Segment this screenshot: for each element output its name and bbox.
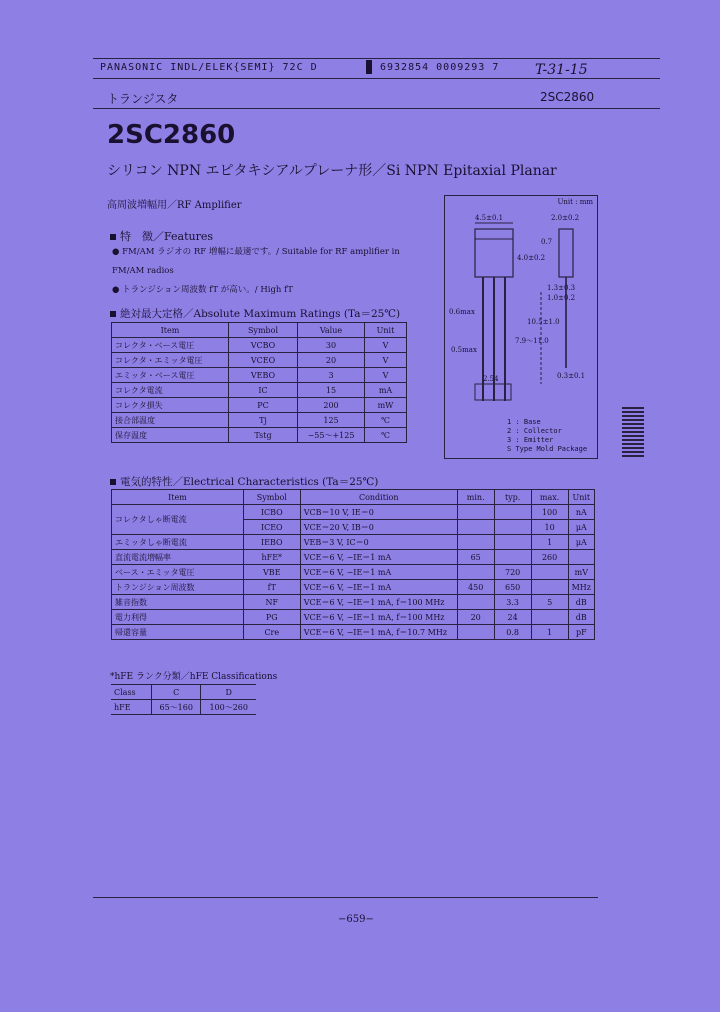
table-header-row bbox=[112, 490, 595, 505]
cell-min bbox=[457, 625, 494, 640]
cell-item: コレクタしゃ断電流 bbox=[112, 505, 244, 535]
cell-typ: 720 bbox=[494, 565, 531, 580]
cell-item: コレクタ電流 bbox=[112, 383, 229, 398]
cell-max: 100 bbox=[531, 505, 568, 520]
abs-max-heading bbox=[110, 306, 400, 321]
cell-item: hFE bbox=[111, 700, 152, 715]
cell-unit: ℃ bbox=[365, 413, 407, 428]
dim-label: 0.6max bbox=[449, 308, 475, 316]
cell-typ: 3.3 bbox=[494, 595, 531, 610]
column-header: Symbol bbox=[229, 323, 298, 338]
cell-item: エミッタしゃ断電流 bbox=[112, 535, 244, 550]
cell-condition: VCB＝10 V, IE＝0 bbox=[300, 505, 457, 520]
package-body-front bbox=[475, 229, 513, 277]
cell-unit: dB bbox=[568, 595, 594, 610]
cell-max: 10 bbox=[531, 520, 568, 535]
cell-item: 接合部温度 bbox=[112, 413, 229, 428]
features-list bbox=[112, 243, 422, 300]
cell-symbol: NF bbox=[243, 595, 300, 610]
table-row bbox=[112, 535, 595, 550]
cell-min: 450 bbox=[457, 580, 494, 595]
features-heading bbox=[110, 228, 213, 244]
cell-unit: mA bbox=[365, 383, 407, 398]
cell-condition: VCE＝6 V, −IE＝1 mA, f＝100 MHz bbox=[300, 595, 457, 610]
cell-typ: 0.8 bbox=[494, 625, 531, 640]
cell-symbol: hFE* bbox=[243, 550, 300, 565]
cell-max: 1 bbox=[531, 625, 568, 640]
category-label: トランジスタ bbox=[107, 92, 179, 106]
table-row bbox=[112, 368, 407, 383]
column-header: D bbox=[201, 685, 256, 700]
section-bullet-icon bbox=[110, 311, 116, 317]
cell-value: 15 bbox=[298, 383, 365, 398]
cell-value: 3 bbox=[298, 368, 365, 383]
table-row bbox=[112, 383, 407, 398]
cell-typ: 24 bbox=[494, 610, 531, 625]
cell-condition: VCE＝6 V, −IE＝1 mA bbox=[300, 565, 457, 580]
cell-condition: VEB＝3 V, IC＝0 bbox=[300, 535, 457, 550]
dim-label: 0.7 bbox=[541, 238, 553, 246]
table-row bbox=[111, 700, 256, 715]
cell-item: 電力利得 bbox=[112, 610, 244, 625]
dim-label: 10.5±1.0 bbox=[527, 318, 560, 326]
part-number-right: 2SC2860 bbox=[540, 90, 595, 104]
header-rule-bottom bbox=[93, 108, 660, 109]
pin-legend bbox=[507, 418, 587, 454]
column-header: typ. bbox=[494, 490, 531, 505]
table-header-row bbox=[112, 323, 407, 338]
cell-symbol: VBE bbox=[243, 565, 300, 580]
cell-typ: 650 bbox=[494, 580, 531, 595]
table-row bbox=[112, 565, 595, 580]
application-label: 高周波増幅用／RF Amplifier bbox=[107, 200, 242, 211]
abs-max-heading-text: 絶対最大定格／Absolute Maximum Ratings (Ta＝25℃) bbox=[120, 308, 401, 320]
abs-max-table bbox=[111, 322, 407, 443]
cell-unit bbox=[568, 550, 594, 565]
classification-heading: *hFE ランク分類／hFE Classifications bbox=[110, 672, 278, 682]
column-header: Unit bbox=[365, 323, 407, 338]
cell-typ bbox=[494, 535, 531, 550]
pin-label: 1 : Base bbox=[507, 418, 541, 426]
part-subtitle: シリコン NPN エピタキシアルプレーナ形／Si NPN Epitaxial Planar bbox=[107, 163, 557, 179]
cell-item: コレクタ・ベース電圧 bbox=[112, 338, 229, 353]
cell-typ bbox=[494, 520, 531, 535]
cell-value: 65～160 bbox=[152, 700, 201, 715]
cell-unit: μA bbox=[568, 535, 594, 550]
column-header: Value bbox=[298, 323, 365, 338]
column-header: Class bbox=[111, 685, 152, 700]
cell-symbol: PG bbox=[243, 610, 300, 625]
section-bullet-icon bbox=[110, 234, 116, 240]
cell-symbol: Tj bbox=[229, 413, 298, 428]
cell-condition: VCE＝6 V, −IE＝1 mA bbox=[300, 550, 457, 565]
column-header: Item bbox=[112, 490, 244, 505]
dim-label: 7.9～11.0 bbox=[515, 337, 549, 345]
table-row bbox=[112, 353, 407, 368]
cell-max: 1 bbox=[531, 535, 568, 550]
cell-symbol: PC bbox=[229, 398, 298, 413]
cell-item: エミッタ・ベース電圧 bbox=[112, 368, 229, 383]
cell-item: コレクタ・エミッタ電圧 bbox=[112, 353, 229, 368]
column-header: Item bbox=[112, 323, 229, 338]
footer-rule bbox=[93, 897, 598, 898]
cell-unit: mW bbox=[365, 398, 407, 413]
dim-label: 1.0±0.2 bbox=[547, 294, 576, 302]
table-row bbox=[112, 625, 595, 640]
features-heading-text: 特 徴／Features bbox=[120, 230, 214, 243]
cell-unit: V bbox=[365, 353, 407, 368]
cell-min: 20 bbox=[457, 610, 494, 625]
unit-label: Unit : mm bbox=[557, 198, 593, 206]
column-header: max. bbox=[531, 490, 568, 505]
feature-item-text: FM/AM ラジオの RF 増幅に最適です。/ Suitable for RF amplifier in FM/AM radios bbox=[112, 247, 400, 276]
cell-min bbox=[457, 505, 494, 520]
cell-condition: VCE＝6 V, −IE＝1 mA bbox=[300, 580, 457, 595]
column-header: Unit bbox=[568, 490, 594, 505]
column-header: Condition bbox=[300, 490, 457, 505]
cell-value: 125 bbox=[298, 413, 365, 428]
table-row bbox=[112, 338, 407, 353]
cell-item: 帰還容量 bbox=[112, 625, 244, 640]
cell-value: 30 bbox=[298, 338, 365, 353]
cell-max bbox=[531, 580, 568, 595]
pin-label: 2 : Collector bbox=[507, 427, 562, 435]
cell-max bbox=[531, 610, 568, 625]
feature-item: ● トランジション周波数 fT が高い。/ High fT bbox=[112, 285, 293, 295]
cell-symbol: ICEO bbox=[243, 520, 300, 535]
dim-label: 0.3±0.1 bbox=[557, 372, 586, 380]
feature-item-text: トランジション周波数 fT が高い。/ High fT bbox=[122, 285, 293, 295]
table-row bbox=[112, 550, 595, 565]
cell-unit: V bbox=[365, 338, 407, 353]
cell-typ bbox=[494, 505, 531, 520]
part-title: 2SC2860 bbox=[107, 120, 236, 150]
section-bullet-icon bbox=[110, 479, 116, 485]
cell-item: 保存温度 bbox=[112, 428, 229, 443]
feature-item: ● FM/AM ラジオの RF 増幅に最適です。/ Suitable for RF amplifier in FM/AM radios bbox=[112, 247, 400, 276]
cell-item: トランジション周波数 bbox=[112, 580, 244, 595]
cell-symbol: IC bbox=[229, 383, 298, 398]
table-row bbox=[112, 505, 595, 520]
cell-item: コレクタ損失 bbox=[112, 398, 229, 413]
pin-label: S Type Mold Package bbox=[507, 445, 588, 453]
cell-min bbox=[457, 520, 494, 535]
table-row bbox=[112, 580, 595, 595]
cell-value: −55～+125 bbox=[298, 428, 365, 443]
package-body-side bbox=[559, 229, 573, 277]
cell-unit: pF bbox=[568, 625, 594, 640]
cell-max bbox=[531, 565, 568, 580]
column-header: min. bbox=[457, 490, 494, 505]
cell-min bbox=[457, 595, 494, 610]
cell-unit: dB bbox=[568, 610, 594, 625]
header-rule-mid bbox=[93, 78, 660, 79]
cell-unit: V bbox=[365, 368, 407, 383]
dim-label: 4.5±0.1 bbox=[475, 214, 504, 222]
column-header: Symbol bbox=[243, 490, 300, 505]
table-row bbox=[112, 428, 407, 443]
cell-item: ベース・エミッタ電圧 bbox=[112, 565, 244, 580]
cell-symbol: ICBO bbox=[243, 505, 300, 520]
cell-symbol: Cre bbox=[243, 625, 300, 640]
cell-symbol: Tstg bbox=[229, 428, 298, 443]
package-drawing-frame bbox=[444, 195, 598, 459]
cell-symbol: VCEO bbox=[229, 353, 298, 368]
elec-heading bbox=[110, 474, 378, 489]
cell-unit: mV bbox=[568, 565, 594, 580]
scan-code: 6932854 0009293 7 bbox=[380, 62, 500, 73]
table-header-row bbox=[111, 685, 256, 700]
table-row bbox=[112, 413, 407, 428]
cell-unit: ℃ bbox=[365, 428, 407, 443]
cell-unit: MHz bbox=[568, 580, 594, 595]
column-header: C bbox=[152, 685, 201, 700]
classification-table bbox=[111, 684, 256, 715]
margin-barcode bbox=[622, 407, 644, 457]
pin-label: 3 : Emitter bbox=[507, 436, 554, 444]
cell-unit: μA bbox=[568, 520, 594, 535]
table-row bbox=[112, 398, 407, 413]
dim-label: 2.0±0.2 bbox=[551, 214, 580, 222]
dim-label: 1.3±0.3 bbox=[547, 284, 576, 292]
elec-heading-text: 電気的特性／Electrical Characteristics (Ta＝25℃) bbox=[120, 476, 379, 488]
handwritten-note: T-31-15 bbox=[535, 62, 588, 78]
scan-marker bbox=[366, 60, 372, 74]
dim-label: 2.54 bbox=[483, 375, 499, 383]
dim-label: 0.5max bbox=[451, 346, 477, 354]
cell-symbol: IEBO bbox=[243, 535, 300, 550]
header-rule-top bbox=[93, 58, 660, 59]
dim-label: 4.0±0.2 bbox=[517, 254, 546, 262]
cell-condition: VCE＝6 V, −IE＝1 mA, f＝100 MHz bbox=[300, 610, 457, 625]
cell-max: 5 bbox=[531, 595, 568, 610]
cell-unit: nA bbox=[568, 505, 594, 520]
cell-symbol: VEBO bbox=[229, 368, 298, 383]
cell-value: 100～260 bbox=[201, 700, 256, 715]
cell-min: 65 bbox=[457, 550, 494, 565]
cell-condition: VCE＝6 V, −IE＝1 mA, f＝10.7 MHz bbox=[300, 625, 457, 640]
cell-symbol: fT bbox=[243, 580, 300, 595]
elec-table bbox=[111, 489, 595, 640]
cell-typ bbox=[494, 550, 531, 565]
table-row bbox=[112, 610, 595, 625]
page-number: −659− bbox=[338, 914, 374, 925]
cell-value: 200 bbox=[298, 398, 365, 413]
cell-value: 20 bbox=[298, 353, 365, 368]
cell-min bbox=[457, 535, 494, 550]
cell-symbol: VCBO bbox=[229, 338, 298, 353]
cell-condition: VCE＝20 V, IB＝0 bbox=[300, 520, 457, 535]
scan-header-text: PANASONIC INDL/ELEK{SEMI} 72C D bbox=[100, 62, 318, 73]
cell-max: 260 bbox=[531, 550, 568, 565]
cell-item: 雑音指数 bbox=[112, 595, 244, 610]
cell-min bbox=[457, 565, 494, 580]
cell-item: 直流電流増幅率 bbox=[112, 550, 244, 565]
table-row bbox=[112, 595, 595, 610]
